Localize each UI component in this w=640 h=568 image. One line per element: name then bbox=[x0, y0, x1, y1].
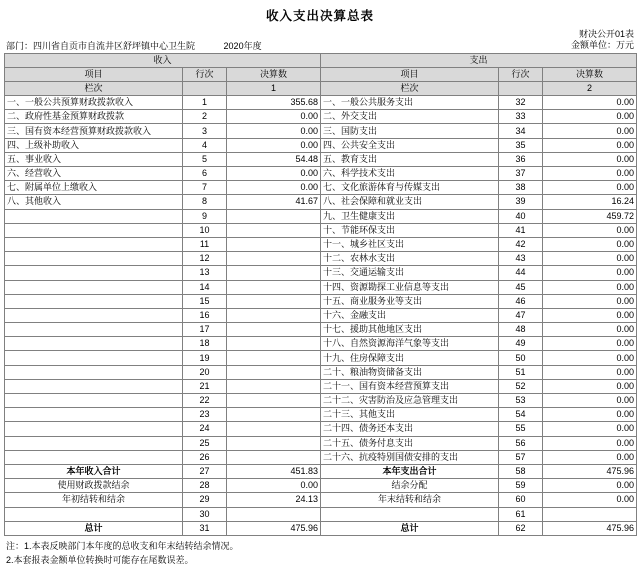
table-row bbox=[5, 266, 637, 280]
income-row-no: 14 bbox=[183, 280, 227, 294]
expense-row-no: 57 bbox=[499, 450, 543, 464]
income-amount bbox=[227, 280, 321, 294]
col-code-expense-blank bbox=[499, 81, 543, 95]
expense-amount: 0.00 bbox=[543, 294, 637, 308]
expense-amount: 0.00 bbox=[543, 323, 637, 337]
income-amount bbox=[227, 294, 321, 308]
department-label: 部门： bbox=[6, 40, 34, 51]
summary-left-amount: 0.00 bbox=[227, 479, 321, 493]
expense-item: 十九、住房保障支出 bbox=[321, 351, 499, 365]
expense-item: 六、科学技术支出 bbox=[321, 167, 499, 181]
income-amount: 0.00 bbox=[227, 167, 321, 181]
income-item bbox=[5, 294, 183, 308]
summary-left-row-no: 27 bbox=[183, 464, 227, 478]
income-amount: 355.68 bbox=[227, 96, 321, 110]
expense-row-no: 42 bbox=[499, 237, 543, 251]
expense-item: 三、国防支出 bbox=[321, 124, 499, 138]
expense-amount: 0.00 bbox=[543, 450, 637, 464]
col-header-item-expense: 项目 bbox=[321, 67, 499, 81]
table-row bbox=[5, 96, 637, 110]
expense-row-no: 37 bbox=[499, 167, 543, 181]
income-row-no: 7 bbox=[183, 181, 227, 195]
expense-item: 十、节能环保支出 bbox=[321, 223, 499, 237]
income-amount bbox=[227, 422, 321, 436]
income-row-no: 2 bbox=[183, 110, 227, 124]
expense-item: 八、社会保障和就业支出 bbox=[321, 195, 499, 209]
income-amount bbox=[227, 323, 321, 337]
expense-row-no: 43 bbox=[499, 252, 543, 266]
expense-row-no: 39 bbox=[499, 195, 543, 209]
amount-unit: 金额单位：万元 bbox=[570, 40, 634, 51]
summary-right-item bbox=[321, 507, 499, 521]
income-item bbox=[5, 308, 183, 322]
income-amount: 54.48 bbox=[227, 152, 321, 166]
income-row-no: 6 bbox=[183, 167, 227, 181]
col-header-item-income: 项目 bbox=[5, 67, 183, 81]
income-row-no: 16 bbox=[183, 308, 227, 322]
summary-row bbox=[5, 507, 637, 521]
note-2: 2.本套报表金额单位转换时可能存在尾数误差。 bbox=[6, 554, 194, 565]
summary-left-row-no: 30 bbox=[183, 507, 227, 521]
expense-amount: 0.00 bbox=[543, 96, 637, 110]
document-meta bbox=[4, 29, 636, 53]
summary-right-row-no: 62 bbox=[499, 521, 543, 535]
group-header-income: 收入 bbox=[5, 53, 321, 67]
table-row bbox=[5, 408, 637, 422]
expense-item: 二十一、国有资本经营预算支出 bbox=[321, 379, 499, 393]
income-item: 五、事业收入 bbox=[5, 152, 183, 166]
expense-item: 十七、援助其他地区支出 bbox=[321, 323, 499, 337]
summary-right-amount bbox=[543, 507, 637, 521]
summary-right-item: 总计 bbox=[321, 521, 499, 535]
income-amount: 0.00 bbox=[227, 124, 321, 138]
expense-item: 十一、城乡社区支出 bbox=[321, 237, 499, 251]
expense-row-no: 36 bbox=[499, 152, 543, 166]
expense-amount: 0.00 bbox=[543, 280, 637, 294]
table-row bbox=[5, 436, 637, 450]
expense-row-no: 49 bbox=[499, 337, 543, 351]
expense-row-no: 50 bbox=[499, 351, 543, 365]
expense-row-no: 51 bbox=[499, 365, 543, 379]
expense-item: 二十二、灾害防治及应急管理支出 bbox=[321, 394, 499, 408]
income-item: 三、国有资本经营预算财政拨款收入 bbox=[5, 124, 183, 138]
income-row-no: 20 bbox=[183, 365, 227, 379]
income-row-no: 26 bbox=[183, 450, 227, 464]
income-amount bbox=[227, 365, 321, 379]
summary-left-item: 总计 bbox=[5, 521, 183, 535]
income-row-no: 15 bbox=[183, 294, 227, 308]
expense-row-no: 45 bbox=[499, 280, 543, 294]
income-amount bbox=[227, 237, 321, 251]
income-item bbox=[5, 351, 183, 365]
income-row-no: 17 bbox=[183, 323, 227, 337]
summary-left-item: 使用财政拨款结余 bbox=[5, 479, 183, 493]
income-row-no: 8 bbox=[183, 195, 227, 209]
summary-row bbox=[5, 479, 637, 493]
expense-item: 二十六、抗疫特别国债安排的支出 bbox=[321, 450, 499, 464]
income-row-no: 22 bbox=[183, 394, 227, 408]
expense-row-no: 55 bbox=[499, 422, 543, 436]
income-amount bbox=[227, 209, 321, 223]
table-row bbox=[5, 337, 637, 351]
expense-amount: 16.24 bbox=[543, 195, 637, 209]
income-amount bbox=[227, 450, 321, 464]
summary-left-row-no: 28 bbox=[183, 479, 227, 493]
expense-item: 十六、金融支出 bbox=[321, 308, 499, 322]
table-row bbox=[5, 209, 637, 223]
summary-left-row-no: 31 bbox=[183, 521, 227, 535]
table-row bbox=[5, 280, 637, 294]
expense-item: 二十、粮油物资储备支出 bbox=[321, 365, 499, 379]
expense-item: 四、公共安全支出 bbox=[321, 138, 499, 152]
expense-item: 二、外交支出 bbox=[321, 110, 499, 124]
expense-item: 十四、资源勘探工业信息等支出 bbox=[321, 280, 499, 294]
income-item bbox=[5, 422, 183, 436]
expense-row-no: 47 bbox=[499, 308, 543, 322]
expense-amount: 0.00 bbox=[543, 237, 637, 251]
income-row-no: 5 bbox=[183, 152, 227, 166]
income-item bbox=[5, 394, 183, 408]
expense-item: 九、卫生健康支出 bbox=[321, 209, 499, 223]
table-row bbox=[5, 124, 637, 138]
table-row bbox=[5, 223, 637, 237]
col-header-rowno-income: 行次 bbox=[183, 67, 227, 81]
expense-amount: 0.00 bbox=[543, 252, 637, 266]
income-item bbox=[5, 408, 183, 422]
summary-right-row-no: 61 bbox=[499, 507, 543, 521]
income-amount: 41.67 bbox=[227, 195, 321, 209]
summary-left-item bbox=[5, 507, 183, 521]
expense-item: 二十五、债务付息支出 bbox=[321, 436, 499, 450]
income-amount bbox=[227, 408, 321, 422]
summary-right-row-no: 58 bbox=[499, 464, 543, 478]
expense-row-no: 38 bbox=[499, 181, 543, 195]
income-item: 二、政府性基金预算财政拨款 bbox=[5, 110, 183, 124]
department-field bbox=[6, 39, 195, 52]
income-item: 四、上级补助收入 bbox=[5, 138, 183, 152]
expense-item: 七、文化旅游体育与传媒支出 bbox=[321, 181, 499, 195]
col-header-amount-income: 决算数 bbox=[227, 67, 321, 81]
summary-row bbox=[5, 521, 637, 535]
public-form-no: 财决公开01表 bbox=[578, 29, 634, 39]
expense-row-no: 56 bbox=[499, 436, 543, 450]
expense-item: 一、一般公共服务支出 bbox=[321, 96, 499, 110]
summary-left-item: 本年收入合计 bbox=[5, 464, 183, 478]
group-header-row bbox=[5, 53, 637, 67]
expense-item: 十八、自然资源海洋气象等支出 bbox=[321, 337, 499, 351]
expense-amount: 459.72 bbox=[543, 209, 637, 223]
table-row bbox=[5, 351, 637, 365]
summary-left-row-no: 29 bbox=[183, 493, 227, 507]
summary-right-item: 年末结转和结余 bbox=[321, 493, 499, 507]
table-row bbox=[5, 450, 637, 464]
table-row bbox=[5, 152, 637, 166]
table-row bbox=[5, 138, 637, 152]
summary-right-amount: 475.96 bbox=[543, 464, 637, 478]
income-row-no: 4 bbox=[183, 138, 227, 152]
col-header-amount-expense: 决算数 bbox=[543, 67, 637, 81]
expense-item: 二十三、其他支出 bbox=[321, 408, 499, 422]
income-item bbox=[5, 237, 183, 251]
expense-item: 十五、商业服务业等支出 bbox=[321, 294, 499, 308]
income-row-no: 23 bbox=[183, 408, 227, 422]
income-item: 八、其他收入 bbox=[5, 195, 183, 209]
expense-row-no: 34 bbox=[499, 124, 543, 138]
income-amount: 0.00 bbox=[227, 110, 321, 124]
income-item bbox=[5, 365, 183, 379]
table-row bbox=[5, 237, 637, 251]
page-title: 收入支出决算总表 bbox=[265, 9, 374, 23]
income-row-no: 3 bbox=[183, 124, 227, 138]
income-amount: 0.00 bbox=[227, 181, 321, 195]
income-item: 一、一般公共预算财政拨款收入 bbox=[5, 96, 183, 110]
income-item bbox=[5, 450, 183, 464]
income-amount bbox=[227, 223, 321, 237]
summary-right-amount: 0.00 bbox=[543, 479, 637, 493]
expense-amount: 0.00 bbox=[543, 394, 637, 408]
col-code-expense: 栏次 bbox=[321, 81, 499, 95]
income-row-no: 18 bbox=[183, 337, 227, 351]
expense-item: 十三、交通运输支出 bbox=[321, 266, 499, 280]
expense-amount: 0.00 bbox=[543, 351, 637, 365]
expense-amount: 0.00 bbox=[543, 337, 637, 351]
summary-row bbox=[5, 464, 637, 478]
table-row bbox=[5, 394, 637, 408]
table-row bbox=[5, 167, 637, 181]
summary-left-amount bbox=[227, 507, 321, 521]
income-row-no: 10 bbox=[183, 223, 227, 237]
expense-amount: 0.00 bbox=[543, 124, 637, 138]
expense-amount: 0.00 bbox=[543, 365, 637, 379]
expense-row-no: 54 bbox=[499, 408, 543, 422]
income-row-no: 25 bbox=[183, 436, 227, 450]
income-item bbox=[5, 436, 183, 450]
expense-amount: 0.00 bbox=[543, 152, 637, 166]
income-amount bbox=[227, 436, 321, 450]
table-row bbox=[5, 294, 637, 308]
column-header-row-2 bbox=[5, 81, 637, 95]
expense-row-no: 41 bbox=[499, 223, 543, 237]
summary-left-amount: 475.96 bbox=[227, 521, 321, 535]
expense-item: 五、教育支出 bbox=[321, 152, 499, 166]
expense-row-no: 32 bbox=[499, 96, 543, 110]
expense-amount: 0.00 bbox=[543, 436, 637, 450]
fiscal-year-value: 2020年度 bbox=[223, 40, 262, 51]
expense-row-no: 33 bbox=[499, 110, 543, 124]
income-item bbox=[5, 209, 183, 223]
group-header-expense: 支出 bbox=[321, 53, 637, 67]
income-item bbox=[5, 266, 183, 280]
table-row bbox=[5, 252, 637, 266]
income-item bbox=[5, 337, 183, 351]
income-item bbox=[5, 223, 183, 237]
expense-amount: 0.00 bbox=[543, 181, 637, 195]
meta-right bbox=[571, 29, 634, 52]
income-item bbox=[5, 252, 183, 266]
col-index-income: 1 bbox=[227, 81, 321, 95]
expense-row-no: 46 bbox=[499, 294, 543, 308]
column-header-row-1 bbox=[5, 67, 637, 81]
expense-row-no: 44 bbox=[499, 266, 543, 280]
summary-right-amount: 475.96 bbox=[543, 521, 637, 535]
col-code-income-blank bbox=[183, 81, 227, 95]
expense-amount: 0.00 bbox=[543, 167, 637, 181]
income-item: 六、经营收入 bbox=[5, 167, 183, 181]
income-item: 七、附属单位上缴收入 bbox=[5, 181, 183, 195]
expense-row-no: 52 bbox=[499, 379, 543, 393]
table-body bbox=[5, 53, 637, 535]
summary-right-amount: 0.00 bbox=[543, 493, 637, 507]
table-row bbox=[5, 365, 637, 379]
table-row bbox=[5, 195, 637, 209]
table-notes bbox=[4, 540, 636, 568]
expense-row-no: 53 bbox=[499, 394, 543, 408]
income-amount: 0.00 bbox=[227, 138, 321, 152]
income-row-no: 11 bbox=[183, 237, 227, 251]
table-row bbox=[5, 422, 637, 436]
income-item bbox=[5, 323, 183, 337]
expense-item: 二十四、债务还本支出 bbox=[321, 422, 499, 436]
col-header-rowno-expense: 行次 bbox=[499, 67, 543, 81]
income-row-no: 12 bbox=[183, 252, 227, 266]
table-row bbox=[5, 323, 637, 337]
summary-right-item: 本年支出合计 bbox=[321, 464, 499, 478]
summary-left-amount: 451.83 bbox=[227, 464, 321, 478]
expense-amount: 0.00 bbox=[543, 308, 637, 322]
expense-item: 十二、农林水支出 bbox=[321, 252, 499, 266]
meta-left bbox=[6, 39, 262, 52]
summary-right-row-no: 60 bbox=[499, 493, 543, 507]
expense-amount: 0.00 bbox=[543, 266, 637, 280]
note-1: 注：1.本表反映部门本年度的总收支和年末结转结余情况。 bbox=[6, 540, 239, 551]
income-row-no: 24 bbox=[183, 422, 227, 436]
income-amount bbox=[227, 266, 321, 280]
summary-row bbox=[5, 493, 637, 507]
table-row bbox=[5, 110, 637, 124]
col-code-income: 栏次 bbox=[5, 81, 183, 95]
expense-amount: 0.00 bbox=[543, 422, 637, 436]
income-row-no: 13 bbox=[183, 266, 227, 280]
expense-amount: 0.00 bbox=[543, 138, 637, 152]
expense-amount: 0.00 bbox=[543, 379, 637, 393]
income-item bbox=[5, 280, 183, 294]
income-amount bbox=[227, 308, 321, 322]
budget-summary-table bbox=[4, 53, 637, 536]
summary-left-amount: 24.13 bbox=[227, 493, 321, 507]
income-amount bbox=[227, 379, 321, 393]
income-amount bbox=[227, 351, 321, 365]
income-row-no: 21 bbox=[183, 379, 227, 393]
income-row-no: 1 bbox=[183, 96, 227, 110]
summary-right-item: 结余分配 bbox=[321, 479, 499, 493]
summary-right-row-no: 59 bbox=[499, 479, 543, 493]
income-row-no: 19 bbox=[183, 351, 227, 365]
expense-row-no: 35 bbox=[499, 138, 543, 152]
table-row bbox=[5, 181, 637, 195]
expense-amount: 0.00 bbox=[543, 223, 637, 237]
income-amount bbox=[227, 252, 321, 266]
col-index-expense: 2 bbox=[543, 81, 637, 95]
income-item bbox=[5, 379, 183, 393]
income-amount bbox=[227, 337, 321, 351]
expense-amount: 0.00 bbox=[543, 110, 637, 124]
income-row-no: 9 bbox=[183, 209, 227, 223]
summary-left-item: 年初结转和结余 bbox=[5, 493, 183, 507]
table-row bbox=[5, 308, 637, 322]
table-row bbox=[5, 379, 637, 393]
expense-row-no: 40 bbox=[499, 209, 543, 223]
department-value: 四川省自贡市自流井区舒坪镇中心卫生院 bbox=[33, 40, 196, 51]
expense-amount: 0.00 bbox=[543, 408, 637, 422]
income-amount bbox=[227, 394, 321, 408]
expense-row-no: 48 bbox=[499, 323, 543, 337]
